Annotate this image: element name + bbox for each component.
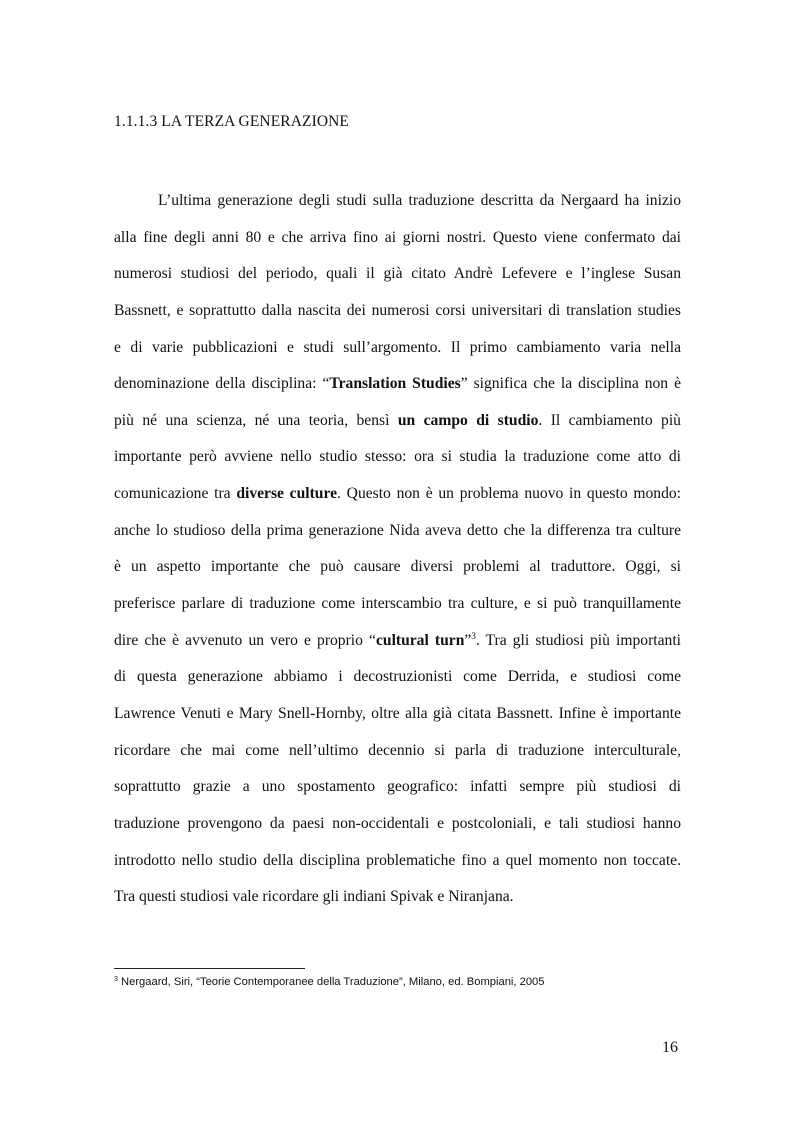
line-text: alla fine degli anni 80 e che arriva fino ai giorni nostri. Questo viene confermato dai [114,228,681,246]
line-text: denominazione della disciplina: “ [114,375,330,393]
line-text: Lawrence Venuti e Mary Snell-Hornby, oltre alla già citata Bassnett. Infine è importante [114,704,681,722]
line-text: numerosi studiosi del periodo, quali il già citato Andrè Lefevere e l’inglese Susan [114,265,681,283]
line-text: Tra questi studiosi vale ricordare gli indiani Spivak e Niranjana. [114,888,514,906]
line-text: è un aspetto importante che può causare diversi problemi al traduttore. Oggi, si [114,558,681,576]
line-text: . Tra gli studiosi più importanti [475,631,681,649]
line-text: anche lo studioso della prima generazione Nida aveva detto che la differenza tra culture [114,521,681,539]
line-text: preferisce parlare di traduzione come interscambio tra culture, e si può tranquillamente [114,595,681,613]
paragraph-line [114,733,681,770]
line-text: ricordare che mai come nell’ultimo decennio si parla di traduzione interculturale, [114,741,681,759]
bold-term-diverse-culture: diverse culture [236,485,338,503]
bold-term-cultural-turn: cultural turn [375,631,465,649]
paragraph-line [114,769,681,806]
line-text: ” [464,631,472,649]
line-text: introdotto nello studio della disciplina problematiche fino a quel momento non toccate. [114,851,681,869]
bold-term-translation-studies: Translation Studies [329,375,461,393]
line-text: e di varie pubblicazioni e studi sull’argomento. Il primo cambiamento varia nella [114,338,681,356]
section-heading: 1.1.1.3 LA TERZA GENERAZIONE [114,113,349,130]
footnote-reference[interactable]: 3 [471,630,476,641]
line-text: Bassnett, e soprattutto dalla nascita dei numerosi corsi universitari di translation studies [114,301,681,319]
paragraph-line [114,549,681,586]
line-text: comunicazione tra [114,485,237,503]
footnote-number: 3 [114,976,118,983]
footnote-text: Nergaard, Siri, “Teorie Contemporanee della Traduzione”, Milano, ed. Bompiani, 2005 [117,976,545,988]
line-text: ” significa che la disciplina non è [460,375,682,393]
paragraph-line [114,183,681,220]
line-text: traduzione provengono da paesi non-occidentali e postcoloniali, e tali studiosi hanno [114,814,681,832]
page-number: 16 [662,1039,678,1056]
paragraph-line [114,879,681,916]
line-text: . Questo non è un problema nuovo in questo mondo: [337,485,682,503]
paragraph-line [114,513,681,550]
paragraph-line [114,476,681,513]
line-text: . Il cambiamento più [538,411,681,429]
paragraph-line [114,659,681,696]
footnote [114,976,545,988]
paragraph-line [114,439,681,476]
paragraph-line [114,696,681,733]
line-text: più né una scienza, né una teoria, bensì [114,411,398,429]
footnote-separator [114,968,305,969]
paragraph-line [114,843,681,880]
line-text: soprattutto grazie a uno spostamento geografico: infatti sempre più studiosi di [114,778,681,796]
line-text: di questa generazione abbiamo i decostruzionisti come Derrida, e studiosi come [114,668,681,686]
body-paragraph [114,183,681,916]
paragraph-line [114,403,681,440]
paragraph-line [114,623,681,660]
line-text: dire che è avvenuto un vero e proprio “ [114,631,376,649]
bold-term-campo-di-studio: un campo di studio [397,411,539,429]
paragraph-line [114,806,681,843]
line-text: L’ultima generazione degli studi sulla traduzione descritta da Nergaard ha inizio [158,192,681,209]
paragraph-line [114,330,681,367]
paragraph-line [114,256,681,293]
paragraph-line [114,220,681,257]
paragraph-line [114,586,681,623]
paragraph-line [114,293,681,330]
paragraph-line [114,366,681,403]
line-text: importante però avviene nello studio stesso: ora si studia la traduzione come atto di [114,448,681,466]
